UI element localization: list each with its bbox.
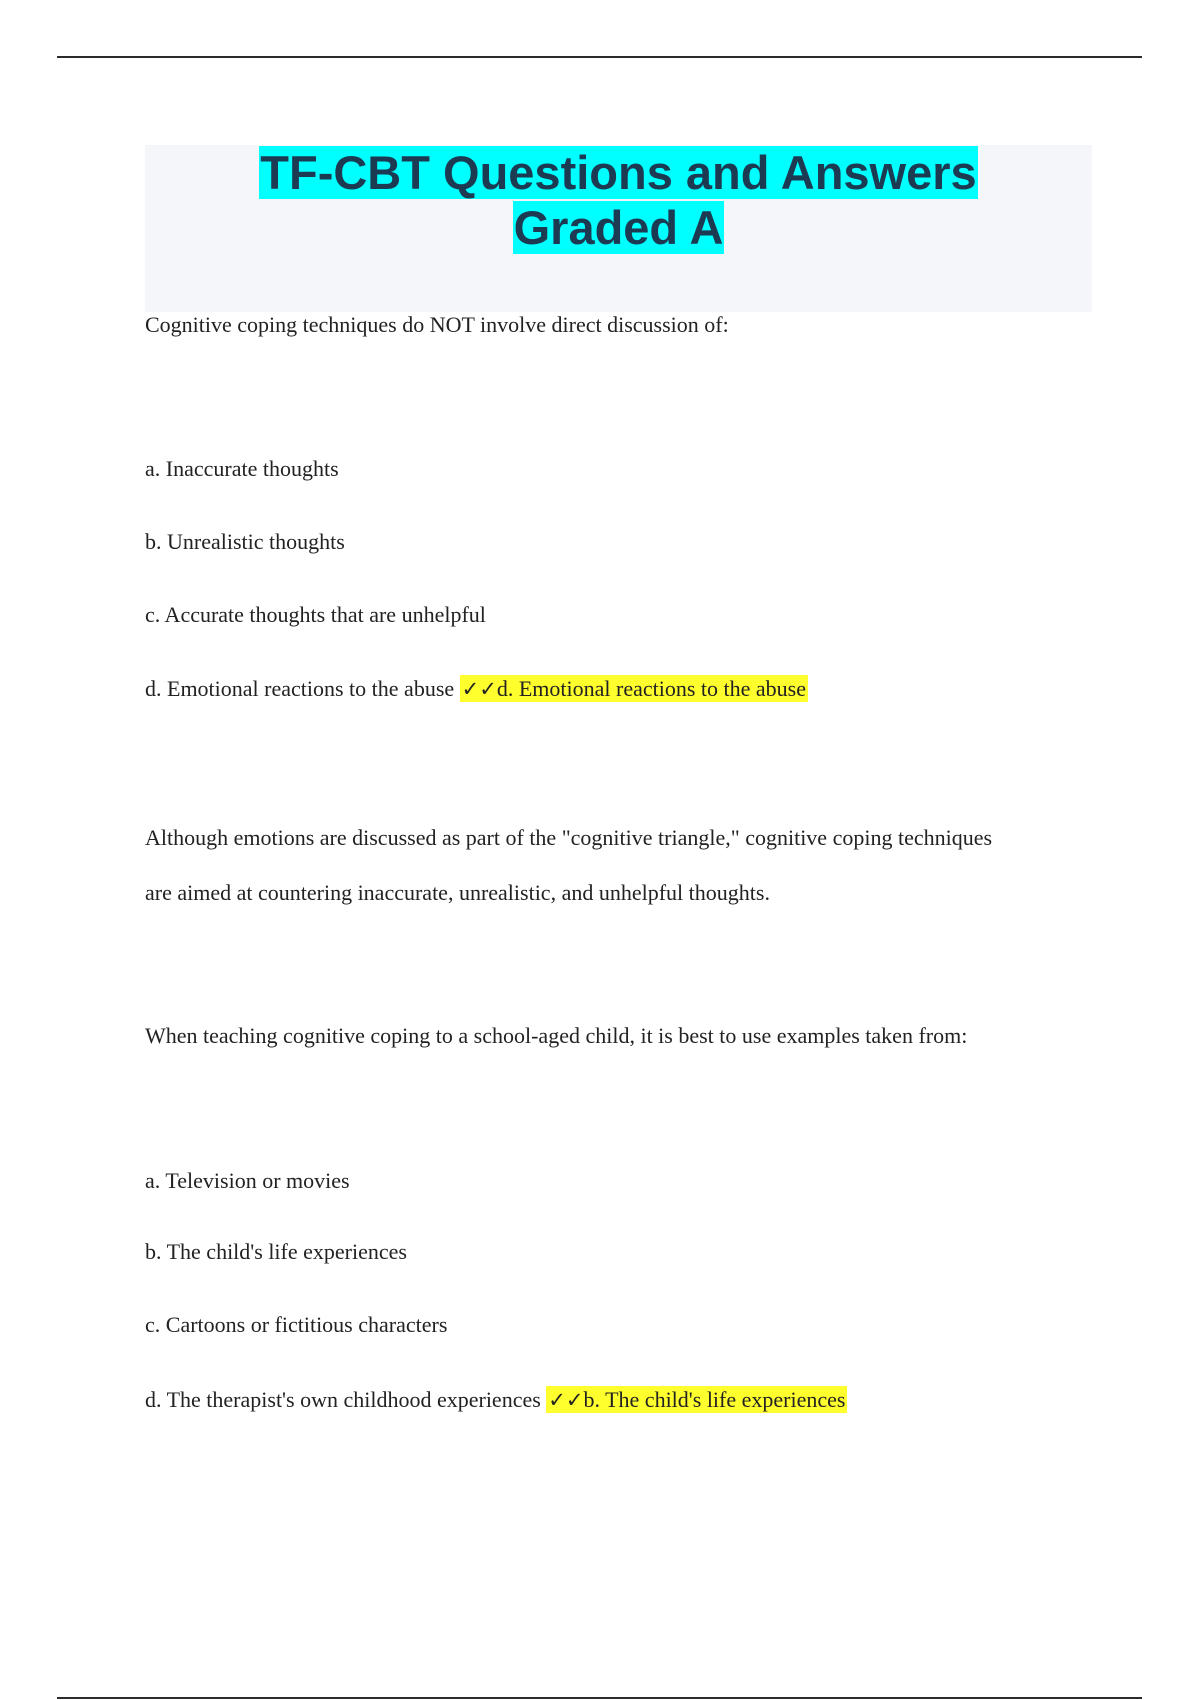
question-1-answer-highlight (460, 675, 808, 702)
question-1-option-a: a. Inaccurate thoughts (145, 456, 339, 481)
question-2-option-b: b. The child's life experiences (145, 1239, 407, 1264)
question-1-option-d: d. Emotional reactions to the abuse (145, 676, 455, 701)
question-1-option-b: b. Unrealistic thoughts (145, 529, 345, 554)
question-1-explanation-line-2: are aimed at countering inaccurate, unrealistic, and unhelpful thoughts. (145, 880, 770, 905)
question-2-option-d-row (145, 1386, 847, 1414)
title-banner (145, 145, 1092, 312)
check-mark-icon: ✓✓ (461, 677, 497, 701)
question-2-answer-highlight (546, 1386, 847, 1413)
check-mark-icon: ✓✓ (548, 1388, 584, 1412)
question-1-answer: d. Emotional reactions to the abuse (496, 676, 806, 701)
question-1-option-c: c. Accurate thoughts that are unhelpful (145, 602, 486, 627)
question-2-option-a: a. Television or movies (145, 1168, 350, 1193)
question-1-text: Cognitive coping techniques do NOT involve direct discussion of: (145, 312, 729, 337)
question-2-answer: b. The child's life experiences (583, 1387, 846, 1412)
page-title-line-2: Graded A (513, 201, 724, 254)
top-rule (57, 56, 1142, 58)
question-2-option-c: c. Cartoons or fictitious characters (145, 1312, 448, 1337)
question-1-explanation-line-1: Although emotions are discussed as part of the "cognitive triangle," cognitive coping techniques (145, 825, 993, 850)
question-1-option-d-row (145, 675, 808, 703)
bottom-rule (57, 1697, 1142, 1699)
page-title-line-1: TF-CBT Questions and Answers (260, 146, 977, 199)
question-2-text: When teaching cognitive coping to a school-aged child, it is best to use examples taken from: (145, 1023, 968, 1048)
question-2-option-d: d. The therapist's own childhood experiences (145, 1387, 541, 1412)
